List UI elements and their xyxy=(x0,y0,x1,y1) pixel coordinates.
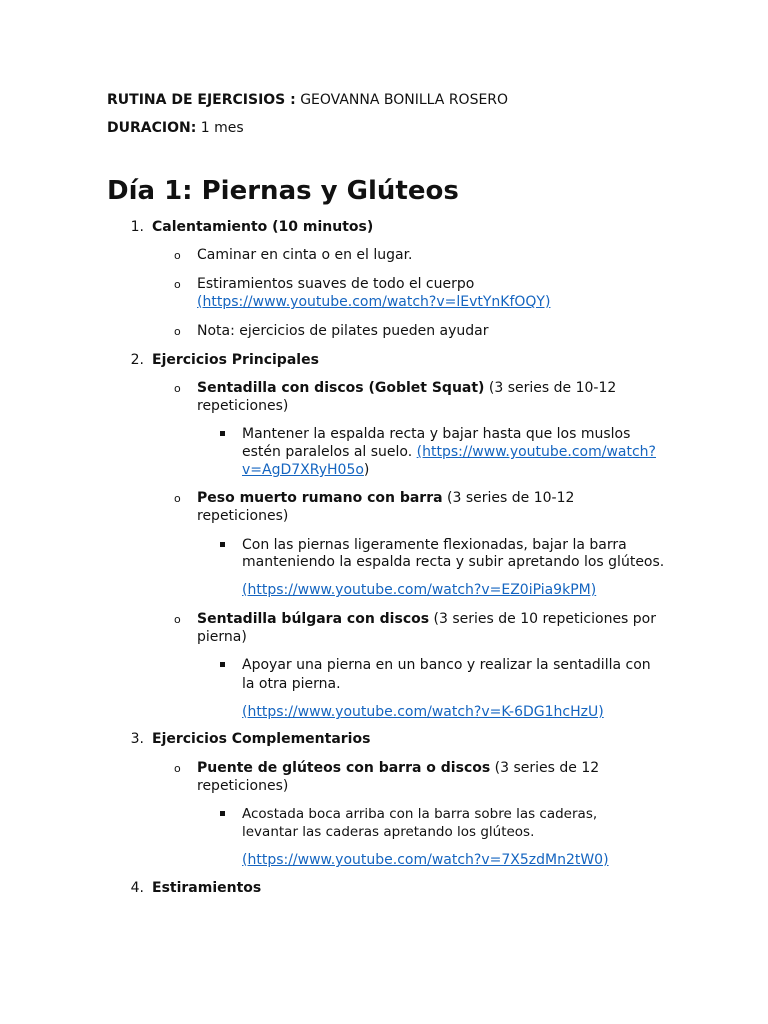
section-title-estiramientos: Estiramientos xyxy=(152,880,262,896)
circle-bullet-icon: o xyxy=(174,249,181,262)
duration-value: 1 mes xyxy=(200,120,244,136)
exercise-name: Peso muerto rumano con barra xyxy=(197,490,443,506)
video-link[interactable]: (https://www.youtube.com/watch?v=7X5zdMn2tW0) xyxy=(242,852,609,868)
instruction-text: Mantener la espalda recta y bajar hasta que los muslos xyxy=(242,426,631,442)
exercise-name: Puente de glúteos con barra o discos xyxy=(197,760,491,776)
circle-bullet-icon: o xyxy=(174,278,181,291)
instruction-text-cont: la otra pierna. xyxy=(242,676,341,692)
section-number: 4. xyxy=(130,880,144,896)
exercise-header xyxy=(197,610,656,628)
section-title-complementarios: Ejercicios Complementarios xyxy=(152,731,371,747)
routine-name: GEOVANNA BONILLA ROSERO xyxy=(300,92,509,108)
instruction-text-cont: estén paralelos al suelo. xyxy=(242,444,417,460)
instruction-text-line xyxy=(242,443,656,461)
exercise-header xyxy=(197,759,599,777)
video-link[interactable]: (https://www.youtube.com/watch? xyxy=(416,444,656,460)
circle-bullet-icon: o xyxy=(174,325,181,338)
section-title-calentamiento: Calentamiento (10 minutos) xyxy=(152,219,374,235)
routine-label: RUTINA DE EJERCISIOS : xyxy=(107,92,296,108)
video-link[interactable]: (https://www.youtube.com/watch?v=K-6DG1hcHzU) xyxy=(242,704,604,720)
routine-line xyxy=(107,91,508,109)
circle-bullet-icon: o xyxy=(174,613,181,626)
exercise-detail-cont: repeticiones) xyxy=(197,398,289,414)
instruction-text-cont: levantar las caderas apretando los glúteos. xyxy=(242,824,535,840)
video-link[interactable]: (https://www.youtube.com/watch?v=EZ0iPia9kPM) xyxy=(242,582,597,598)
day-title: Día 1: Piernas y Glúteos xyxy=(107,176,459,206)
duration-label: DURACION: xyxy=(107,120,197,136)
circle-bullet-icon: o xyxy=(174,382,181,395)
exercise-name: Sentadilla búlgara con discos xyxy=(197,611,430,627)
exercise-detail-cont: pierna) xyxy=(197,629,247,645)
square-bullet-icon xyxy=(220,542,225,547)
instruction-text: Apoyar una pierna en un banco y realizar la sentadilla con xyxy=(242,657,651,673)
instruction-text-cont: manteniendo la espalda recta y subir apretando los glúteos. xyxy=(242,554,665,570)
square-bullet-icon xyxy=(220,662,225,667)
exercise-detail-cont: repeticiones) xyxy=(197,778,289,794)
exercise-detail: (3 series de 12 xyxy=(490,760,600,776)
list-item: Caminar en cinta o en el lugar. xyxy=(197,247,413,263)
exercise-detail-cont: repeticiones) xyxy=(197,508,289,524)
exercise-header xyxy=(197,489,574,507)
video-link[interactable]: (https://www.youtube.com/watch?v=lEvtYnKfOQY) xyxy=(197,294,551,310)
exercise-detail: (3 series de 10-12 xyxy=(484,380,617,396)
instruction-text: Acostada boca arriba con la barra sobre las caderas, xyxy=(242,806,598,822)
section-number: 2. xyxy=(130,352,144,368)
exercise-name: Sentadilla con discos (Goblet Squat) xyxy=(197,380,485,396)
list-item: Estiramientos suaves de todo el cuerpo xyxy=(197,276,475,292)
duration-line xyxy=(107,119,244,137)
link-close-paren: ) xyxy=(363,462,370,478)
list-item: Nota: ejercicios de pilates pueden ayudar xyxy=(197,323,489,339)
video-link-cont[interactable]: v=AgD7XRyH05o xyxy=(242,462,364,478)
section-title-principales: Ejercicios Principales xyxy=(152,352,319,368)
circle-bullet-icon: o xyxy=(174,492,181,505)
circle-bullet-icon: o xyxy=(174,762,181,775)
exercise-detail: (3 series de 10-12 xyxy=(442,490,575,506)
section-number: 3. xyxy=(130,731,144,747)
exercise-header xyxy=(197,379,616,397)
instruction-link-line xyxy=(242,461,369,479)
instruction-text: Con las piernas ligeramente flexionadas, bajar la barra xyxy=(242,537,627,553)
square-bullet-icon xyxy=(220,431,225,436)
exercise-detail: (3 series de 10 repeticiones por xyxy=(429,611,657,627)
section-number: 1. xyxy=(130,219,144,235)
square-bullet-icon xyxy=(220,811,225,816)
